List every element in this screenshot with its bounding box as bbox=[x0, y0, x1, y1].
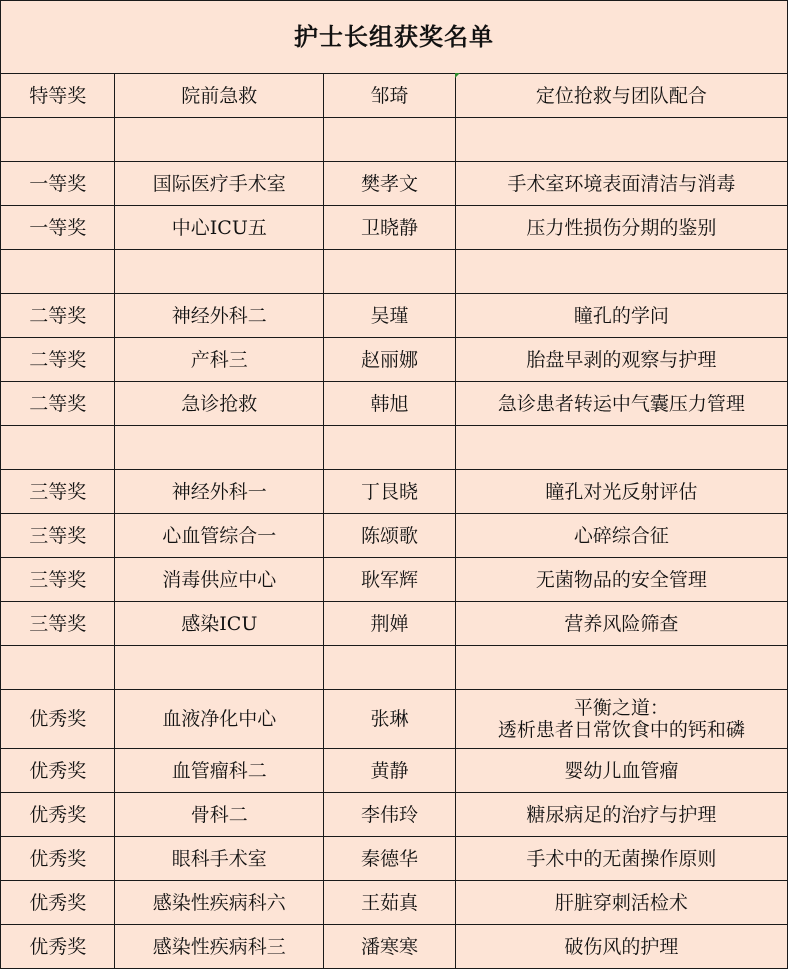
table-row bbox=[1, 690, 788, 749]
award-cell: 优秀奖 bbox=[1, 749, 115, 793]
name-cell: 韩旭 bbox=[324, 382, 456, 426]
topic-cell: 手术室环境表面清洁与消毒 bbox=[455, 162, 787, 206]
topic-cell: 心碎综合征 bbox=[455, 514, 787, 558]
department-cell: 血液净化中心 bbox=[115, 690, 324, 749]
award-cell: 三等奖 bbox=[1, 602, 115, 646]
name-cell: 陈颂歌 bbox=[324, 514, 456, 558]
blank-separator-row bbox=[1, 426, 788, 470]
blank-separator-row bbox=[1, 250, 788, 294]
award-cell: 优秀奖 bbox=[1, 690, 115, 749]
empty-cell bbox=[324, 250, 456, 294]
department-cell: 消毒供应中心 bbox=[115, 558, 324, 602]
name-cell: 黄静 bbox=[324, 749, 456, 793]
blank-separator-row bbox=[1, 646, 788, 690]
empty-cell bbox=[455, 250, 787, 294]
table-row bbox=[1, 470, 788, 514]
table-row bbox=[1, 558, 788, 602]
empty-cell bbox=[115, 118, 324, 162]
name-cell: 邹琦 bbox=[324, 74, 456, 118]
topic-cell: 营养风险筛查 bbox=[455, 602, 787, 646]
empty-cell bbox=[115, 250, 324, 294]
award-cell: 优秀奖 bbox=[1, 925, 115, 969]
award-cell: 特等奖 bbox=[1, 74, 115, 118]
department-cell: 骨科二 bbox=[115, 793, 324, 837]
table-row bbox=[1, 514, 788, 558]
topic-cell: 胎盘早剥的观察与护理 bbox=[455, 338, 787, 382]
blank-separator-row bbox=[1, 118, 788, 162]
name-cell: 张琳 bbox=[324, 690, 456, 749]
table-row bbox=[1, 881, 788, 925]
name-cell: 吴瑾 bbox=[324, 294, 456, 338]
table-row bbox=[1, 294, 788, 338]
empty-cell bbox=[115, 646, 324, 690]
name-cell: 秦德华 bbox=[324, 837, 456, 881]
empty-cell bbox=[324, 646, 456, 690]
department-cell: 感染ICU bbox=[115, 602, 324, 646]
award-cell: 一等奖 bbox=[1, 206, 115, 250]
topic-cell: 急诊患者转运中气囊压力管理 bbox=[455, 382, 787, 426]
department-cell: 产科三 bbox=[115, 338, 324, 382]
table-row bbox=[1, 602, 788, 646]
name-cell: 潘寒寒 bbox=[324, 925, 456, 969]
topic-line: 平衡之道： bbox=[573, 697, 669, 719]
name-cell: 樊孝文 bbox=[324, 162, 456, 206]
award-cell: 三等奖 bbox=[1, 470, 115, 514]
award-cell: 优秀奖 bbox=[1, 793, 115, 837]
table-row bbox=[1, 837, 788, 881]
name-cell: 卫晓静 bbox=[324, 206, 456, 250]
table-row bbox=[1, 206, 788, 250]
table-row bbox=[1, 162, 788, 206]
table-row bbox=[1, 925, 788, 969]
empty-cell bbox=[324, 426, 456, 470]
empty-cell bbox=[455, 426, 787, 470]
empty-cell bbox=[115, 426, 324, 470]
award-cell: 三等奖 bbox=[1, 514, 115, 558]
empty-cell bbox=[1, 426, 115, 470]
table-row bbox=[1, 338, 788, 382]
department-cell: 神经外科一 bbox=[115, 470, 324, 514]
department-cell: 感染性疾病科三 bbox=[115, 925, 324, 969]
table-row bbox=[1, 382, 788, 426]
empty-cell bbox=[455, 118, 787, 162]
award-cell: 优秀奖 bbox=[1, 837, 115, 881]
department-cell: 神经外科二 bbox=[115, 294, 324, 338]
name-cell: 丁艮晓 bbox=[324, 470, 456, 514]
award-cell: 一等奖 bbox=[1, 162, 115, 206]
award-cell: 二等奖 bbox=[1, 338, 115, 382]
name-cell: 李伟玲 bbox=[324, 793, 456, 837]
topic-cell: 瞳孔的学问 bbox=[455, 294, 787, 338]
department-cell: 眼科手术室 bbox=[115, 837, 324, 881]
table-row bbox=[1, 74, 788, 118]
award-cell: 三等奖 bbox=[1, 558, 115, 602]
topic-cell: 手术中的无菌操作原则 bbox=[455, 837, 787, 881]
department-cell: 院前急救 bbox=[115, 74, 324, 118]
topic-cell: 无菌物品的安全管理 bbox=[455, 558, 787, 602]
topic-cell: 糖尿病足的治疗与护理 bbox=[455, 793, 787, 837]
department-cell: 急诊抢救 bbox=[115, 382, 324, 426]
department-cell: 中心ICU五 bbox=[115, 206, 324, 250]
award-cell: 二等奖 bbox=[1, 294, 115, 338]
name-cell: 耿军辉 bbox=[324, 558, 456, 602]
table-title: 护士长组获奖名单 bbox=[1, 1, 788, 74]
award-cell: 二等奖 bbox=[1, 382, 115, 426]
cell-comment-marker bbox=[455, 73, 460, 78]
topic-cell: 破伤风的护理 bbox=[455, 925, 787, 969]
empty-cell bbox=[1, 646, 115, 690]
empty-cell bbox=[455, 646, 787, 690]
topic-cell: 瞳孔对光反射评估 bbox=[455, 470, 787, 514]
topic-cell bbox=[455, 690, 787, 749]
table-row bbox=[1, 793, 788, 837]
topic-cell: 压力性损伤分期的鉴别 bbox=[455, 206, 787, 250]
name-cell: 赵丽娜 bbox=[324, 338, 456, 382]
empty-cell bbox=[1, 118, 115, 162]
department-cell: 国际医疗手术室 bbox=[115, 162, 324, 206]
topic-cell: 定位抢救与团队配合 bbox=[455, 74, 787, 118]
table-row bbox=[1, 749, 788, 793]
topic-cell: 肝脏穿刺活检术 bbox=[455, 881, 787, 925]
department-cell: 血管瘤科二 bbox=[115, 749, 324, 793]
topic-cell: 婴幼儿血管瘤 bbox=[455, 749, 787, 793]
name-cell: 荆婵 bbox=[324, 602, 456, 646]
department-cell: 心血管综合一 bbox=[115, 514, 324, 558]
empty-cell bbox=[324, 118, 456, 162]
topic-line: 透析患者日常饮食中的钙和磷 bbox=[497, 719, 745, 741]
name-cell: 王茹真 bbox=[324, 881, 456, 925]
award-cell: 优秀奖 bbox=[1, 881, 115, 925]
department-cell: 感染性疾病科六 bbox=[115, 881, 324, 925]
empty-cell bbox=[1, 250, 115, 294]
